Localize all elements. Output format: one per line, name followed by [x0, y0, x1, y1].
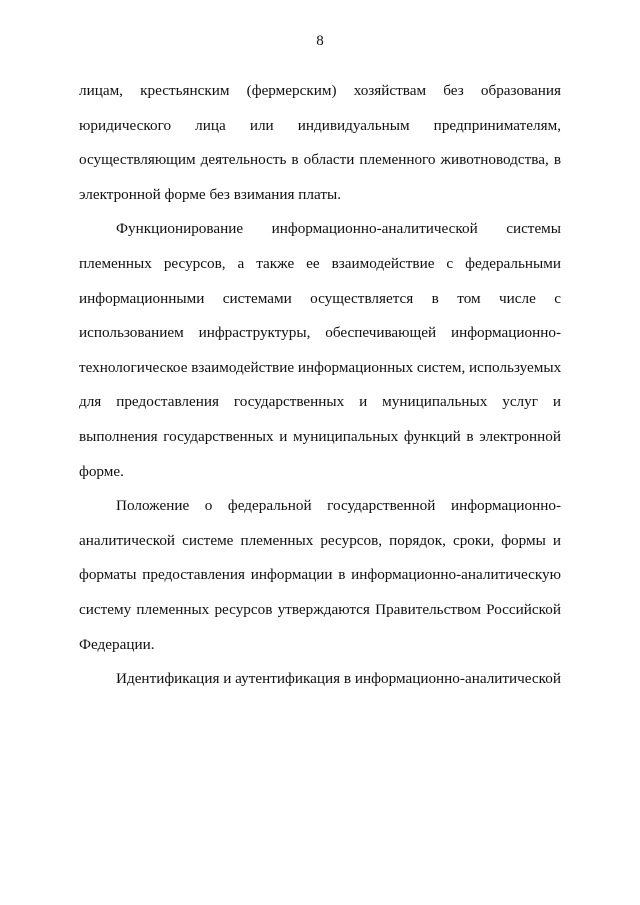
- text-line: выполнения государственных и муниципальных функций в электронной: [79, 427, 561, 445]
- text-line: электронной форме без взимания платы.: [79, 185, 341, 203]
- text-line: племенных ресурсов, а также ее взаимодействие с федеральными: [79, 254, 561, 272]
- text-line: Федерации.: [79, 635, 155, 653]
- text-line: форме.: [79, 462, 124, 480]
- text-line: для предоставления государственных и муниципальных услуг и: [79, 393, 561, 411]
- text-line: Функционирование информационно-аналитической системы: [116, 220, 561, 238]
- text-line: технологическое взаимодействие информационных систем, используемых: [79, 358, 562, 376]
- text-line: Положение о федеральной государственной информационно-: [116, 497, 561, 515]
- paragraph-4: [79, 662, 561, 697]
- text-line: аналитической системе племенных ресурсов, порядок, сроки, формы и: [79, 531, 561, 549]
- text-line: Идентификация и аутентификация в информационно-аналитической: [116, 670, 561, 688]
- text-line: систему племенных ресурсов утверждаются Правительством Российской: [79, 600, 561, 618]
- text-line: юридического лица или индивидуальным предпринимателям,: [79, 116, 561, 134]
- paragraph-1: [79, 74, 561, 212]
- paragraph-3: [79, 489, 561, 662]
- text-line: использованием инфраструктуры, обеспечивающей информационно-: [79, 324, 561, 342]
- paragraph-2: [79, 212, 561, 489]
- text-line: осуществляющим деятельность в области племенного животноводства, в: [79, 151, 561, 169]
- text-line: форматы предоставления информации в информационно-аналитическую: [79, 566, 561, 584]
- document-body: [79, 74, 561, 697]
- text-line: лицам, крестьянским (фермерским) хозяйствам без образования: [79, 82, 561, 99]
- text-line: информационными системами осуществляется в том числе с: [79, 289, 561, 307]
- page-number: 8: [316, 33, 324, 49]
